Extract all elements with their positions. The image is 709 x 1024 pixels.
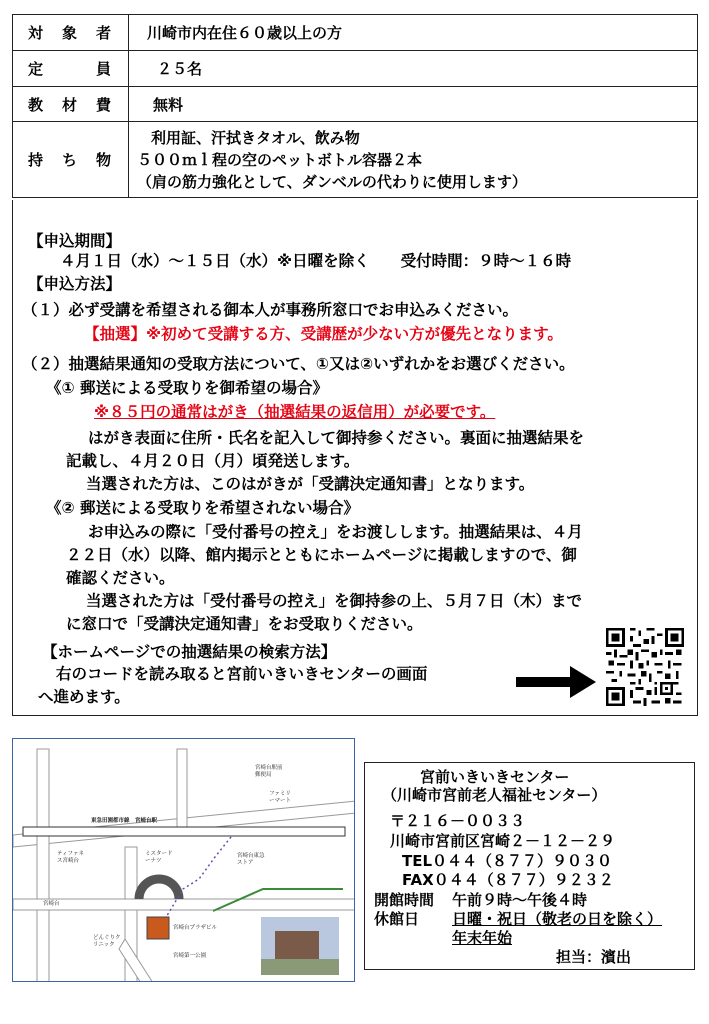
option1-text: はがき表面に住所・氏名を記入して御持参ください。裏面に抽選結果を: [88, 429, 585, 447]
method-item-2: （２）抽選結果通知の受取方法について、①又は②いずれかをお選びください。: [22, 355, 575, 373]
map-label-family: ファミリーマート: [269, 791, 292, 804]
belongings-value: [129, 122, 698, 198]
target-label: 対 象 者: [13, 15, 129, 51]
hours-label: 開館時間: [374, 891, 435, 909]
capacity-label: 定 員: [13, 51, 129, 87]
web-text: 右のコードを読み取ると宮前いきいきセンターの画面: [56, 665, 428, 683]
info-row-target: [13, 15, 698, 51]
belongings-label: 持 ち 物: [13, 122, 129, 198]
option1-text: 記載し、４月２０日（月）頃発送します。: [66, 452, 360, 470]
center-name: 宮前いきいきセンター: [420, 768, 570, 786]
closed-value-2: 年末年始: [452, 929, 513, 947]
closed-value-1: 日曜・祝日（敬老の日を除く）: [452, 910, 663, 928]
method-heading: 【申込方法】: [28, 275, 122, 293]
fee-label: 教 材 費: [13, 87, 129, 122]
map-label-tokyu: 宮崎台東急ストア: [237, 853, 265, 866]
center-address: 川崎市宮前区宮崎２－１２－２９: [390, 832, 616, 850]
map-label-mister: ミスタードーナツ: [145, 851, 173, 864]
info-row-fee: [13, 87, 698, 122]
belongings-line: （肩の筋力強化として、ダンベルの代わりに使用します）: [137, 172, 527, 191]
map-label-park: 宮崎第一公園: [173, 953, 207, 959]
closed-label: 休館日: [374, 910, 420, 928]
web-heading: 【ホームページでの抽選結果の検索方法】: [42, 643, 337, 661]
info-row-belongings: [13, 122, 698, 198]
method-item-1: （１）必ず受講を希望される御本人が事務所窓口でお申込みください。: [22, 301, 519, 319]
option2-text: ２２日（水）以降、館内掲示とともにホームページに掲載しますので、御: [66, 546, 577, 564]
map-label-bank: 宮崎台駅前郵便局: [255, 765, 283, 778]
center-fax: FAX０４４（８７７）９２３２: [402, 871, 614, 889]
target-value: 川崎市内在住６０歳以上の方: [129, 15, 698, 51]
map-label-signal: 宮崎台: [43, 901, 60, 907]
access-map: [12, 738, 355, 982]
info-row-capacity: [13, 51, 698, 87]
info-table: [12, 14, 698, 198]
map-label-clinic: どんぐりクリニック: [93, 935, 121, 948]
belongings-line: 利用証、汗拭きタオル、飲み物: [151, 128, 360, 147]
period-heading: 【申込期間】: [28, 232, 122, 250]
center-tel: TEL０４４（８７７）９０３０: [402, 852, 613, 870]
map-label-station: 東急田園都市線 宮崎台駅: [91, 818, 158, 824]
option1-postcard-note: ※８５円の通常はがき（抽選結果の返信用）が必要です。: [94, 403, 496, 421]
option2-text: 確認ください。: [66, 569, 175, 587]
qr-code-icon[interactable]: [606, 628, 684, 706]
option1-heading: 《① 郵送による受取りを御希望の場合》: [46, 379, 329, 397]
belongings-line: ５００ｍｌ程の空のペットボトル容器２本: [137, 150, 423, 169]
fee-value: 無料: [129, 87, 698, 122]
center-zip: 〒２１６－００３３: [390, 812, 526, 830]
lottery-note: 【抽選】※初めて受講する方、受講歴が少ない方が優先となります。: [84, 325, 563, 343]
option2-heading: 《② 郵送による受取りを希望されない場合》: [46, 499, 360, 517]
option2-text: に窓口で「受講決定通知書」をお受取りください。: [66, 615, 423, 633]
center-subname: （川崎市宮前老人福祉センター）: [382, 786, 607, 804]
map-label-plaza: 宮崎台プラザビル: [173, 925, 218, 931]
period-text: ４月１日（水）～１５日（水）※日曜を除く 受付時間：９時～１６時: [60, 252, 572, 270]
arrow-right-icon: [516, 664, 596, 700]
capacity-value: ２５名: [129, 51, 698, 87]
hours-value: 午前９時～午後４時: [452, 891, 588, 909]
option2-text: 当選された方は「受付番号の控え」を御持参の上、５月７日（木）まで: [86, 592, 583, 610]
option2-text: お申込みの際に「受付番号の控え」をお渡しします。抽選結果は、４月: [88, 523, 583, 541]
option1-text: 当選された方は、このはがきが「受講決定通知書」となります。: [86, 475, 535, 493]
map-label-tifanos: ティファネス宮崎台: [57, 851, 84, 864]
contact-person: 担当：濱出: [556, 948, 632, 966]
web-text: へ進めます。: [38, 688, 130, 706]
